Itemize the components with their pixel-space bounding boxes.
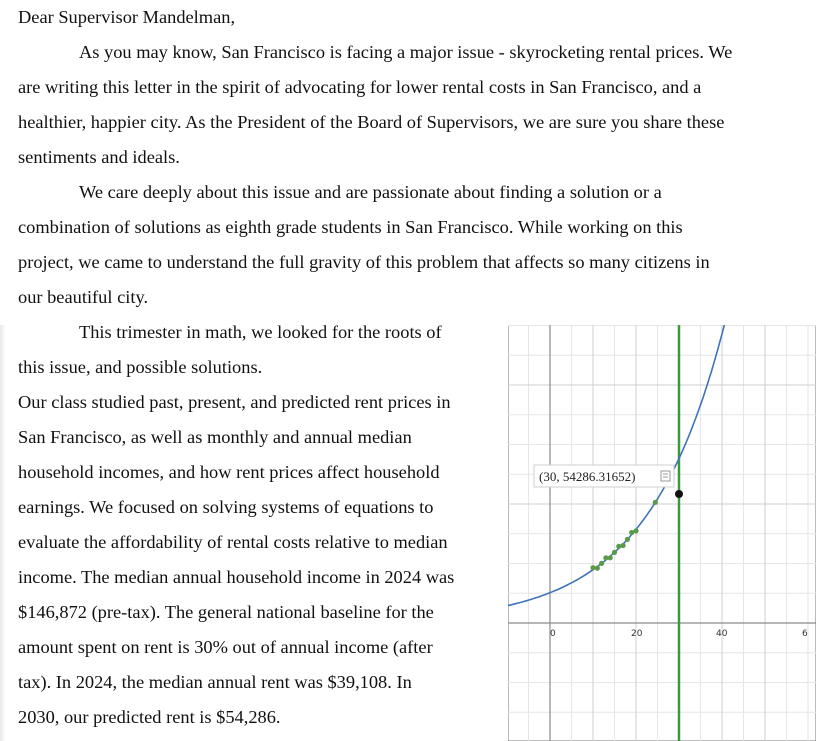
- paragraph-4-line-7: $146,872 (pre-tax). The general national baseline for the: [18, 602, 434, 622]
- point-label-box: [534, 465, 674, 487]
- paragraph-4-line-5: evaluate the affordability of rental costs relative to median: [18, 532, 448, 552]
- data-point: [599, 561, 604, 566]
- paragraph-4-line-3: household incomes, and how rent prices affect household: [18, 462, 440, 482]
- data-point: [608, 555, 613, 560]
- x-tick-20: 20: [631, 629, 643, 639]
- data-point: [612, 550, 617, 555]
- data-point: [653, 500, 658, 505]
- paragraph-3-line-2: this issue, and possible solutions.: [18, 357, 263, 377]
- data-point: [616, 544, 621, 549]
- paragraph-4-line-8: amount spent on rent is 30% out of annual income (after: [18, 637, 433, 657]
- paragraph-1-line-4: sentiments and ideals.: [18, 147, 180, 167]
- paragraph-3-line-1: This trimester in math, we looked for the roots of: [79, 322, 442, 342]
- data-point: [595, 566, 600, 571]
- paragraph-4-line-10: 2030, our predicted rent is $54,286.: [18, 707, 281, 727]
- data-point: [621, 543, 626, 548]
- point-label: (30, 54286.31652): [539, 469, 636, 484]
- data-point: [625, 537, 630, 542]
- paragraph-4-line-2: San Francisco, as well as monthly and annual median: [18, 427, 412, 447]
- rent-graph: [508, 325, 816, 741]
- data-point: [633, 528, 638, 533]
- paragraph-1-line-1: As you may know, San Francisco is facing a major issue - skyrocketing rental prices. We: [79, 42, 733, 62]
- copy-icon[interactable]: [661, 471, 670, 481]
- x-tick-60: 6: [802, 629, 808, 639]
- graph-frame: [508, 325, 816, 741]
- paragraph-2-line-2: combination of solutions as eighth grade students in San Francisco. While working on this: [18, 217, 683, 237]
- paragraph-1-line-2: are writing this letter in the spirit of advocating for lower rental costs in San Francisco, and a: [18, 77, 702, 97]
- paragraph-1-line-3: healthier, happier city. As the President of the Board of Supervisors, we are sure you share these: [18, 112, 725, 132]
- paragraph-4-line-4: earnings. We focused on solving systems of equations to: [18, 497, 434, 517]
- paragraph-2-line-1: We care deeply about this issue and are passionate about finding a solution or a: [79, 182, 662, 202]
- x-tick-40: 40: [716, 629, 728, 639]
- paragraph-4-line-9: tax). In 2024, the median annual rent was $39,108. In: [18, 672, 412, 692]
- paragraph-2-line-4: our beautiful city.: [18, 287, 149, 307]
- x-tick-0: 0: [550, 629, 556, 639]
- intersection-point: [675, 490, 683, 498]
- paragraph-4-line-1: Our class studied past, present, and predicted rent prices in: [18, 392, 451, 412]
- paragraph-4-line-6: income. The median annual household income in 2024 was: [18, 567, 455, 587]
- graph-svg: [508, 325, 816, 741]
- page-edge-shadow: [0, 325, 6, 741]
- paragraph-2-line-3: project, we came to understand the full gravity of this problem that affects so many citizens in: [18, 252, 710, 272]
- greeting: Dear Supervisor Mandelman,: [18, 7, 236, 27]
